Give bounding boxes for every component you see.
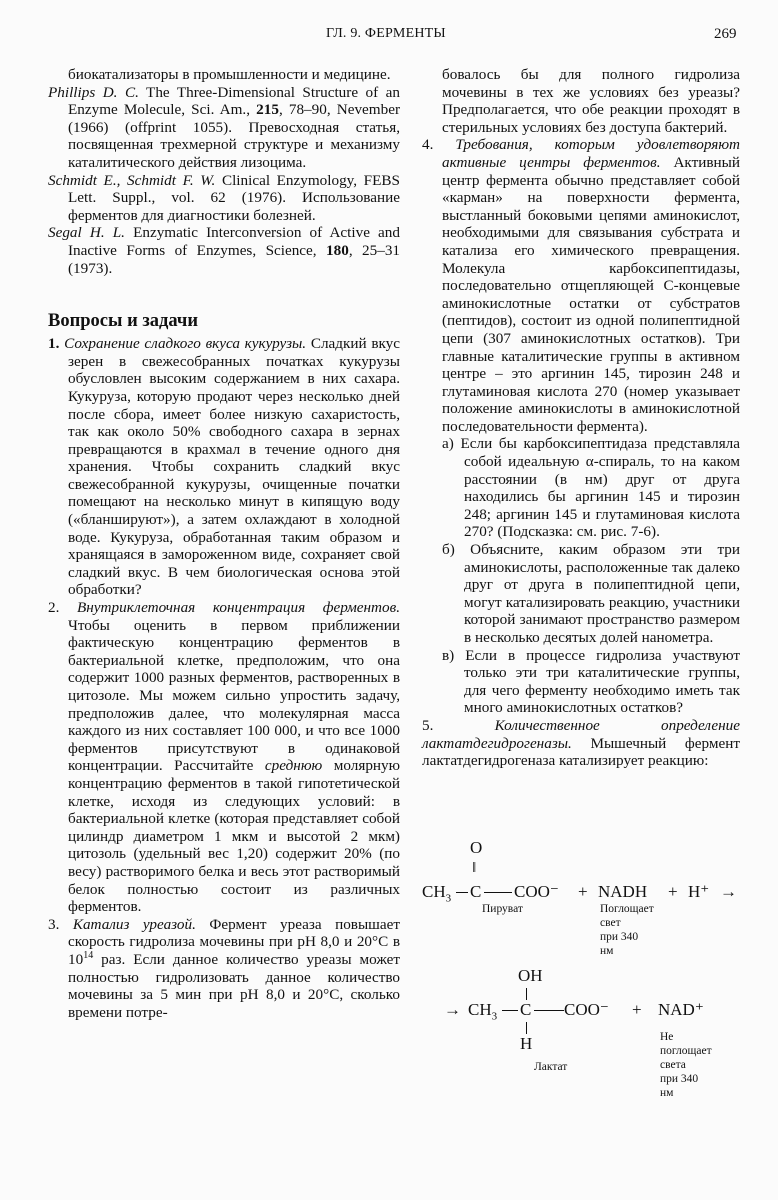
subquestion-a: а) Если бы карбоксипептидаза представляла собой идеальную α-спираль, то на каком расстоянии (в нм) друг от друга находились бы аргинин 145 и тирозин 248; аргинин 145 и глутаминовая кислота 270? (Подсказка: см. рис. 7-6). [442, 435, 740, 541]
pyruvate-oxygen: O [470, 838, 483, 857]
pyruvate-label: Пируват [482, 903, 523, 915]
question-4 [422, 136, 740, 435]
question-title: Требования, которым удовлетворяют активные центры ферментов. [442, 136, 740, 171]
double-bond: ‖ [472, 860, 477, 876]
question-title: Внутриклеточная концентрация ферментов. [76, 599, 401, 617]
proton: H⁺ [688, 882, 710, 901]
running-title: ГЛ. 9. ФЕРМЕНТЫ [326, 26, 446, 41]
question-3: 3. Катализ уреазой. Фермент уреаза повышает скорость гидролиза мочевины при pH 8,0 и 20°C в $10^{14}$ раз. Если данное количество уреазы может полностью гидролизовать данное количество мочевины за 5 мин при pH 8,0 и 20°C, сколько времени потре- [48, 915, 400, 1021]
question-title: Сохранение сладкого вкуса кукурузы. [64, 335, 307, 353]
reaction-scheme [422, 834, 762, 1134]
question-number: 1. [48, 335, 60, 353]
subquestion-label: б) [442, 541, 455, 559]
page-header [0, 26, 778, 46]
nadh: NADH [598, 882, 648, 901]
reference-volume: 180 [326, 241, 349, 259]
question-number: 4. [422, 136, 434, 154]
lactate-carboxylate: COO⁻ [564, 1000, 609, 1019]
question-5 [422, 717, 740, 770]
reference-authors: Segal H. L. [48, 224, 125, 242]
bond-line [526, 1022, 527, 1034]
reaction-arrow-icon: → [720, 882, 737, 901]
reaction-arrow-icon: → [444, 1000, 461, 1019]
question-title: Количественное определение лактатдегидрогеназы. [422, 716, 741, 752]
section-heading: Вопросы и задачи [48, 311, 198, 332]
question-body: Мышечный фермент лактатдегидрогеназа катализирует реакцию: [422, 734, 740, 770]
subquestion-v: в) Если в процессе гидролиза участвуют только эти три каталитические группы, для чего ферменту необходимо иметь так много аминокислотных остатков? [442, 646, 740, 717]
pyruvate-carbon: C [470, 882, 482, 901]
reference-authors: Schmidt E., Schmidt F. W. [48, 171, 216, 189]
pyruvate-ch3: $CH_3$ [422, 882, 452, 905]
nad-plus: NAD⁺ [658, 1000, 704, 1019]
left-column [48, 66, 400, 1021]
question-title: Катализ уреазой. [72, 915, 196, 933]
exponent: 14 [83, 949, 94, 961]
subquestion-label: в) [442, 646, 455, 664]
plus-sign: + [578, 882, 588, 901]
reference-continuation: биокатализаторы в промышленности и медицине. [68, 66, 391, 83]
question-1 [48, 335, 400, 599]
reference-volume: 215 [256, 101, 279, 119]
question-body: Активный центр фермента обычно представляет собой «карман» на поверхности фермента, выстланный боковыми цепями аминокислот, необходимыми для связывания субстрата и катализа его химического превращения. Молекула карбоксипептидазы, последовательно отщепляющей С-концевые аминокислотные остатки от субстратов (пептидов), состоит из одной полипептидной цепи (307 аминокислотных остатков). Три главные каталитические группы в активном центре – это аргинин 145, тирозин 248 и глутаминовая кислота 270 (номер указывает положение аминокислоты в аминокислотной последовательности фермента). [442, 153, 740, 435]
lactate-hydroxyl: OH [518, 966, 543, 985]
question-2: 2. Внутриклеточная концентрация ферментов. Чтобы оценить в первом приближении фактическую концентрацию ферментов в бактериальной клетке, предположим, что она содержит 1000 разных ферментов, растворенных в цитозоле. Мы можем сильно упростить задачу, предположив далее, что молекулярная масса каждого из них составляет 100 000, и что все 1000 ферментов присутствуют в одинаковой концентрации. Рассчитайте среднюю молярную концентрацию ферментов в такой гипотетической клетке, исходя из следующих условий: в бактериальной клетке (которая представляет собой цилиндр диаметром 1 мкм и высотой 2 мкм) цитозоль (удельный вес 1,20) содержит 20% (по весу) растворимого белка и весь этот растворимый белок полностью состоит из различных ферментов. [48, 599, 401, 916]
lactate-label: Лактат [534, 1061, 568, 1073]
bond-line [456, 892, 468, 893]
question-number: 5. [422, 716, 434, 734]
reference-phillips: Phillips D. C. The Three-Dimensional Structure of an Enzyme Molecule, Sci. Am., 215, 78–90, Nevember (1966) (offprint 1055). Превосходная статья, посвященная трехмерной структуре и механизму каталитического действия лизоцима. [48, 83, 400, 171]
nad-absorbance-note: Не поглощает света при 340 нм [660, 1031, 712, 1099]
pyruvate-carboxylate: COO⁻ [514, 882, 559, 901]
subquestion-label: а) [442, 435, 454, 453]
question-body: Сладкий вкус зерен в свежесобранных початках кукурузы обусловлен высоким содержанием в них сахара. Кукуруза, которую продают через несколько дней после сбора, имеет более низкую сахаристость, так как около 50% свободного сахара в зернах превращаются в крахмал в течение одного дня хранения. Чтобы сохранить сладкий вкус свежесобранной кукурузы, очищенные початки помещают на несколько минут в кипящую воду («бланшируют»), а затем охлаждают в холодной воде. Кукуруза, обработанная таким образом и хранящаяся в замороженном виде, сохраняет свой сладкий вкус. В чем биологическая основа этой обработки? [68, 335, 401, 599]
reference-authors: Phillips D. C. [48, 83, 139, 101]
bond-line [526, 988, 527, 1000]
emphasis: среднюю [264, 757, 323, 775]
subquestion-b: б) Объясните, каким образом эти три аминокислоты, расположенные так далеко друг от друга в полипептидной цепи, могут катализировать реакцию, участники которой занимают пространство размером в несколько десятых долей нанометра. [442, 541, 740, 646]
lactate-hydrogen: H [520, 1034, 533, 1053]
bond-line [484, 892, 512, 893]
plus-sign: + [668, 882, 678, 901]
question-number: 3. [48, 915, 60, 933]
lactate-ch3: $CH_3$ [468, 1000, 498, 1023]
bond-line [534, 1010, 564, 1011]
lactate-carbon: C [520, 1000, 532, 1019]
reference-schmidt: Schmidt E., Schmidt F. W. Clinical Enzymology, FEBS Lett. Suppl., vol. 62 (1976). Использование ферментов для диагностики болезней. [48, 171, 400, 224]
plus-sign: + [632, 1000, 642, 1019]
right-column [422, 66, 740, 770]
nadh-absorbance-note: Поглощает свет при 340 нм [600, 903, 654, 957]
page-number: 269 [714, 26, 737, 42]
reference-segal: Segal H. L. Enzymatic Interconversion of Active and Inactive Forms of Enzymes, Science, 180, 25–31 (1973). [48, 224, 401, 277]
question-number: 2. [48, 599, 60, 617]
question-3-continuation: бовалось бы для полного гидролиза мочевины в тех же условиях без уреазы? Предполагается, что обе реакции проходят в стерильных условиях без доступа бактерий. [442, 66, 740, 136]
bond-line [502, 1010, 518, 1011]
